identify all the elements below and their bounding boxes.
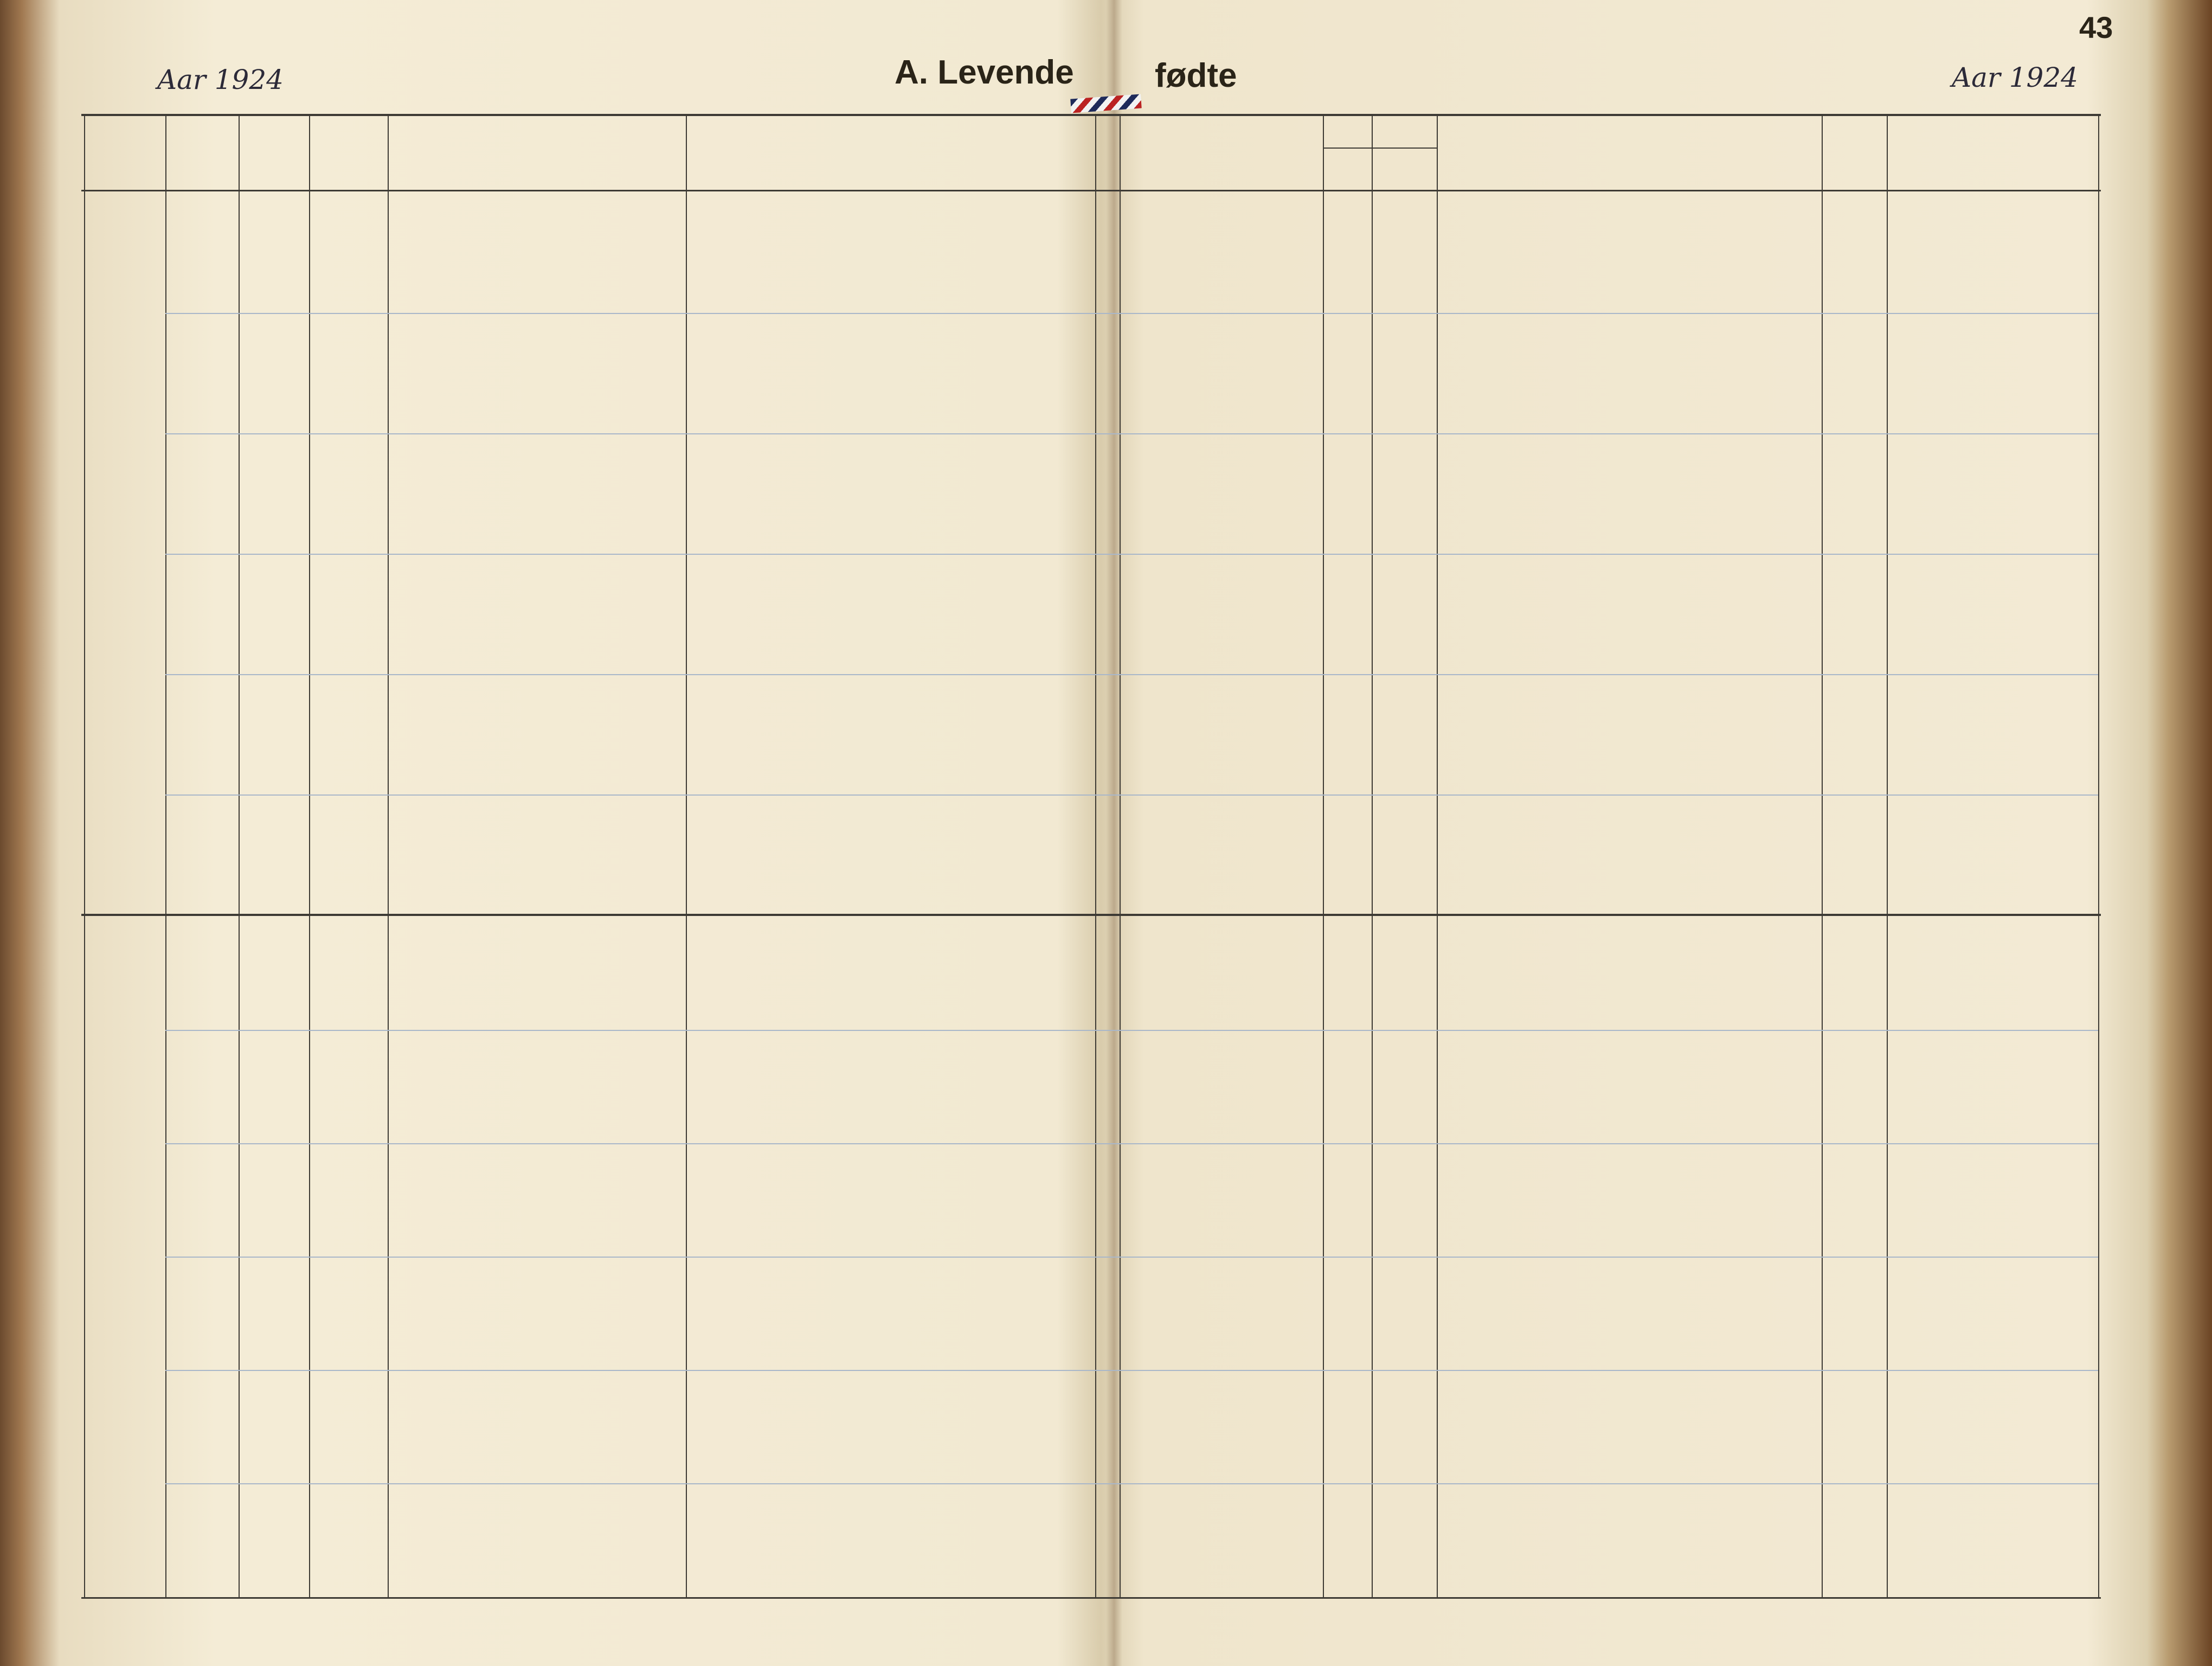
page-number: 43 <box>2079 10 2113 44</box>
page-bottom-line <box>81 1597 2101 1599</box>
column-rule <box>309 114 310 1597</box>
column-rule <box>1323 114 1324 1597</box>
entry-separator <box>165 674 2098 675</box>
column-rule <box>2098 114 2099 1597</box>
section-divider-line <box>81 914 2101 916</box>
entry-separator <box>165 433 2098 434</box>
entry-separator <box>165 313 2098 314</box>
column-rule <box>1437 114 1438 1597</box>
parent-years-divider <box>1323 148 1437 149</box>
column-rule <box>239 114 240 1597</box>
year-right: Aar 1924 <box>1952 62 2078 93</box>
section-title-2: fødte <box>1155 57 1237 94</box>
header-bottom-line <box>81 190 2101 191</box>
entry-separator <box>165 1370 2098 1371</box>
column-rule <box>1822 114 1823 1597</box>
column-rule <box>84 114 85 1597</box>
bookmark-ribbon <box>1070 94 1141 113</box>
column-rule <box>1120 114 1121 1597</box>
entry-separator <box>165 1483 2098 1484</box>
column-rule <box>686 114 687 1597</box>
column-rule <box>165 114 166 1597</box>
entry-separator <box>165 794 2098 796</box>
entry-separator <box>165 1257 2098 1258</box>
entry-separator <box>165 1143 2098 1144</box>
entry-separator <box>165 1030 2098 1031</box>
year-left: Aar 1924 <box>157 64 284 95</box>
header-top-line <box>81 114 2101 116</box>
parent-years-split <box>1372 148 1373 1597</box>
gutter-rule <box>1095 114 1096 1597</box>
column-rule <box>1887 114 1888 1597</box>
section-title: A. Levende <box>895 54 1074 91</box>
column-rule <box>388 114 389 1597</box>
entry-separator <box>165 554 2098 555</box>
